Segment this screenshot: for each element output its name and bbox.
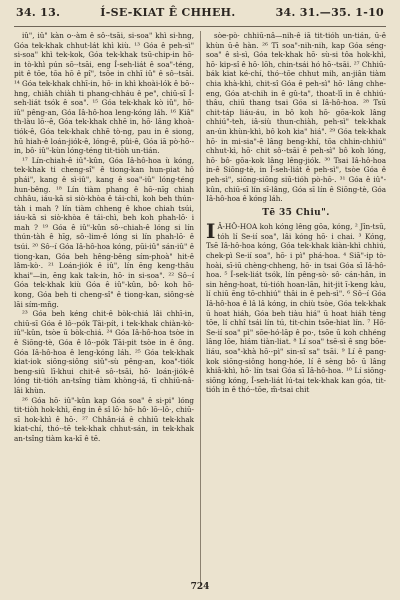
header-left-reference: 34. 13. xyxy=(16,6,61,19)
chapter-drop-cap: I xyxy=(206,219,216,244)
chapter-opening-paragraph xyxy=(206,219,386,395)
left-paragraph: ²⁶ Góa hō· iû"-kûn kap Góa soa" ê si-pi" lóng tit-tiòh hok-khì, ēng in ê sî lō· hō· hô· lō·-lō·, chiū-sī hok-khì ê hō·. ²⁷ Chhân-iá ê chhiū tek-khak kiat-chí, thó·-tē tek-khak chhut-sán, in tek-khak an-tsîng tiàm ka-kī ê tē. xyxy=(14,395,194,443)
right-paragraph: sòe-pò· chhiū-nâ—nih-ê iā tit-tióh un-tián, ū-ê khùn ū-ê hàn. ²⁶ Tī soa"-nih-nih, kap Góa séng-soa" ê sì-sì, Góa tek-khak hō· sù-si tôa hok-khì, hō· kip-sî ê hō· lōh, chin-tsái hó hō·-tsāi. ²⁷ Chhiū-bák kiat ké-chí, thó·-tōe chhut mih, an-jiân tiàm chia khà-khì, chit-sî Góa ê peh-sì" hō· lâng chhe-eng, Góa at-chih in ê gû-ta", thoat-lī in ê chhiú-thâu, chiū thang tsai Góa si Iâ-hô-hoa. ²⁸ Tsū chit-táp liáu-áu, in bô koh hō· gōa-kok lâng chhiú"-teh, iâ-siù thun-chiàh, peh-sì" tek-khak an-ún khùn-khì, bô koh kia" hiá". ²⁹ Góa tek-khak hō· in mi-sia"-ê lâng beng-khí, tōa chhin-chhiú" chhut-kì, hō· chit sô·-tsāi ê peh-sì" bô koh lóng, hō· bô· gōa-kok lâng lêng-jiók. ³⁰ Tsai Iâ-hô-hoa in-ê Siōng-tè, in Í-seh-liát ê peh-sì", tsòe Góa ê peh-sì", siōng-siōng siū-tióh pò-hō·. ³¹ Góa ê iû"-kûn, chiū-sī lín sī-lâng, Góa sī lín ê Siōng-tè, Góa Iâ-hô-hoa ê kóng láh. xyxy=(206,31,386,204)
left-column xyxy=(14,31,194,587)
column-divider xyxy=(200,31,201,587)
page-number: 724 xyxy=(190,582,210,592)
left-paragraph: iû", iû" kàn o·-àm ê sô·-tsāi, si-soa" khì si-hng, Góa tek-khak chhut-lát khì kiù. ¹³ Góa ê peh-sì" si-soa" khì tek-kok, Góa tek-khak tsū-chip-in hō· in tò-khì pún sō·-tsāi, eng Í-seh-liát ê soa"-téng, pit ê tōe, tōa hō ê pî", tsōe in chhī iû" ê sô·-tsāi. ¹⁴ Góa tek-khak chhī-in, hō· in khì khoài-lók ê bō·-hng, chiâh chiàh ti phang-chháu ê pe", chiū-sī Í-seh-liát tsók ê soa". ¹⁵ Góa tek-khak kò iû", hō· iû" pêng-an, Góa Iâ-hô-hoa leng-kóng láh. ¹⁶ Kiâ" th-làu lō·-ê, Góa tek-khak chhē in, hō· lâng khoà-tiók-ê, Góa tek-khak chhē tò-ng, pau in ê siong, hū hiah-ê loán-jiók-ê, lóng-ê, pûi-ê, Góa iā pò·hō·-in, bô· iû"-kùn lóng-téng tit-tiòh un-tián. xyxy=(14,31,194,156)
running-header xyxy=(14,6,386,27)
left-paragraph: ¹⁷ Lín-chiah-ê iû"-kûn, Góa Iâ-hô-hoa ù kóng, tek-khak ti cheng-sî" ê tiong-kan hun-piat hô phái", kang ê sì-iû", kang ê soa"-iû" lóng-téng hun-bêng. ¹⁸ Lín tiàm phang ê hō·-nīg chiah chhâu, iáu-kā si siò-khòa ê tái-chì, koh beh thún-tàh i mah ? lín tiàm chheng ê khoe chiah tsúi, iáu-kā si siò-khòa ê tái-chì, beh koh phah-lō· i mah ? ¹⁹ Góa ê iû"-kûn sô·-chiah-ê lóng si lín thún-tàh ê hīg, sô·-lim-ê lóng si lín phah-lō· ê tsúi. ²⁰ Sô·-í Góa Iâ-hô-hoa kóng, pūi-iû" sán-iû" ê tiong-kan, Góa beh hêng-bêng sím-phoà" hit-ê lâm-kò·. ²¹ Loán-jiók ê iû", lín ēng keng-thâu khai"—in, ēng kak tak-in, hō· in si-soa". ²² Sô·-í Góa tek-khak kiù Góa ê iû"-kûn, bô· koh hō· kong, Góa beh ti cheng-sî" ê tiong-kan, siông-sè lāi sím-mn̄g. xyxy=(14,155,194,309)
left-paragraph: ²³ Góa beh kéng chit-ê bòk-chiá lâi chhī-in, chiū-sī Góa ê lô·-pók Tāi-pít, i tek-khak chiàn-kò· iû"-kûn, tsòe ū bòk-chiá. ²⁴ Góa Iâ-hô-hoa tsòe in ê Siōng-tè, Góa ê lô·-pók Tāi-pit tsòe in ê ông. Góa Iâ-hô-hoa ê leng-kóng láh. ²⁵ Góa tek-khak kiat-iok siōng-siông siû"-sù pêng-an, koa"-tiók beng-siû lī-khui chit-ê sô·-tsāi, hō· loán-jiók-ê lóng tit-tióh an-tsîng tiàm khòng-iá, tī chhiū-nâ-lāi khùn. xyxy=(14,309,194,395)
header-book-title: Í-SE-KIAT Ê CHHEH. xyxy=(100,6,236,19)
right-column xyxy=(206,31,386,587)
two-column-body xyxy=(14,31,386,587)
chapter-text: Â-HÔ-HOA koh kóng lêng gōa, kóng, ² Jîn-tsū, tóh lí Se-ií soa", lâi kóng hō· i chai. ³ Kóng, Tsē Iâ-hô-hoa kóng, Góa tek-khak kiàn-khì chhiú, chek-pì Se-ií soa", hō· i pì" phá-hoa. ⁴ Siā"-ip tò-hoài, sī-iū chèng-chheng, hō· in tsai Góa sī Iâ-hô-hoa. ⁵ Í-sek-liát tsók, lín pêng-sò· sô· cán-hân, in sin hêng-hoat, tú-tióh hoan-lān, hit-jit ī-keng kàu, lí chiū ēng tō-chhiú" thâi in ê peh-sì". ⁶ Sô·-í Góa Iâ-hô-hoa ê lâ lâ kóng, in chiù tsòe, Góa tek-khak ū hoat hiáh, Góa beh tiàu hiá" ū hoat hiáh tèng tōe, lí chhî tsái lín tú, tit-chin tsōe-hiat lín. ⁷ Hō· Se-ií soa" pì" sōe-hó-lāp ê po·, tsōe ū koh chhéng lâng lōe, hiám tiàn-liat. ⁸ Lí soa" tsē-sì ê sng bōe-liáu, soa"-khà hō·-pì" sin-sî sa" tsāi. ⁹ Lí ê pang-kok siōng-siông hong-hóe, lí ê sèng bô· ū lâng khiâ-khì, hō· lín tsai Góa sī Iâ-hô-hoa. ¹⁰ Lí siōng-siōng kóng, Í-seh-liát lú-tai tek-khak kan góa, tit-tióh in ê thó·-tōe, m̄-tsai chit xyxy=(206,222,386,395)
header-right-reference: 34. 31.—35. 1-10 xyxy=(275,6,384,19)
chapter-heading: Tē 35 Chiu". xyxy=(262,207,330,218)
